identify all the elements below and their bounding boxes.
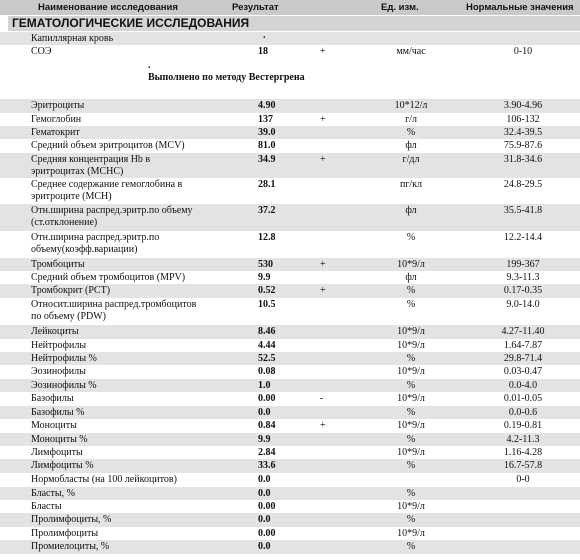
table-row bbox=[0, 365, 580, 379]
result-value: 33.6 bbox=[258, 460, 276, 471]
result-value: 0.0 bbox=[258, 541, 271, 552]
result-value: 530 bbox=[258, 259, 273, 270]
result-unit: 10*9/л bbox=[397, 393, 425, 404]
result-name: Отн.ширина распред.эритр.по объему(коэфф.вариации) bbox=[31, 232, 160, 255]
result-flag: + bbox=[320, 114, 326, 125]
result-norm: 16.7-57.8 bbox=[503, 460, 543, 471]
result-norm: 32.4-39.5 bbox=[503, 127, 543, 138]
result-name: Относит.ширина распред.тромбоцитов по объему (PDW) bbox=[31, 299, 197, 322]
soe-flag: + bbox=[320, 46, 326, 57]
result-unit: % bbox=[406, 460, 416, 471]
result-value: 39.0 bbox=[258, 127, 276, 138]
result-norm: 199-367 bbox=[506, 259, 540, 270]
result-value: 37.2 bbox=[258, 205, 276, 216]
result-value: 2.84 bbox=[258, 447, 276, 458]
table-row bbox=[0, 231, 580, 258]
result-norm: 0.01-0.05 bbox=[503, 393, 543, 404]
table-row bbox=[0, 473, 580, 487]
table-row bbox=[0, 513, 580, 527]
result-unit: % bbox=[406, 299, 416, 310]
result-value: 28.1 bbox=[258, 179, 276, 190]
result-unit: фл bbox=[405, 140, 417, 151]
header-unit: Ед. изм. bbox=[381, 2, 419, 13]
result-flag: + bbox=[320, 285, 326, 296]
table-row bbox=[0, 126, 580, 139]
table-row bbox=[0, 392, 580, 406]
result-norm: 75.9-87.6 bbox=[503, 140, 543, 151]
table-row bbox=[0, 284, 580, 298]
result-name: Средний объем эритроцитов (MCV) bbox=[31, 140, 185, 151]
result-unit: % bbox=[406, 127, 416, 138]
result-unit: 10*9/л bbox=[397, 340, 425, 351]
table-row bbox=[0, 446, 580, 459]
table-row bbox=[0, 540, 580, 554]
table-row bbox=[0, 527, 580, 540]
result-flag: + bbox=[320, 420, 326, 431]
result-name: Эозинофилы % bbox=[31, 380, 97, 391]
result-norm: 0.19-0.81 bbox=[503, 420, 543, 431]
result-unit: % bbox=[406, 232, 416, 243]
result-value: 34.9 bbox=[258, 154, 276, 165]
result-value: 0.00 bbox=[258, 393, 276, 404]
result-norm: 4.27-11.40 bbox=[501, 326, 545, 337]
table-row bbox=[0, 419, 580, 433]
result-name: Гемоглобин bbox=[31, 114, 82, 125]
table-row bbox=[0, 271, 580, 284]
result-unit: % bbox=[406, 407, 416, 418]
table-row bbox=[0, 406, 580, 419]
table-row bbox=[0, 339, 580, 352]
soe-row bbox=[0, 45, 580, 58]
table-row bbox=[0, 352, 580, 365]
result-norm: 9.3-11.3 bbox=[506, 272, 540, 283]
result-norm: 35.5-41.8 bbox=[503, 205, 543, 216]
result-unit: 10*9/л bbox=[397, 259, 425, 270]
result-value: 137 bbox=[258, 114, 273, 125]
result-unit: % bbox=[406, 488, 416, 499]
result-norm: 106-132 bbox=[506, 114, 540, 125]
table-row bbox=[0, 433, 580, 446]
table-row bbox=[0, 298, 580, 325]
header-name: Наименование исследования bbox=[38, 2, 178, 13]
result-name: Промиелоциты, % bbox=[31, 541, 110, 552]
soe-unit: мм/час bbox=[396, 46, 426, 57]
result-unit: 10*9/л bbox=[397, 326, 425, 337]
result-name: Базофилы % bbox=[31, 407, 85, 418]
result-unit: % bbox=[406, 541, 416, 552]
table-row bbox=[0, 500, 580, 513]
result-name: Гематокрит bbox=[31, 127, 80, 138]
method-note: Выполнено по методу Вестергрена bbox=[148, 72, 305, 83]
result-unit: 10*9/л bbox=[397, 420, 425, 431]
result-name: Средний объем тромбоцитов (MPV) bbox=[31, 272, 186, 283]
result-name: Пролимфоциты, % bbox=[31, 514, 112, 525]
capillary-mark: . bbox=[263, 30, 266, 41]
result-norm: 24.8-29.5 bbox=[503, 179, 543, 190]
table-row bbox=[0, 325, 580, 339]
result-unit: % bbox=[406, 434, 416, 445]
result-norm: 9.0-14.0 bbox=[506, 299, 540, 310]
result-unit: г/л bbox=[405, 114, 417, 125]
result-norm: 0.17-0.35 bbox=[503, 285, 543, 296]
table-row bbox=[0, 379, 580, 392]
result-unit: 10*9/л bbox=[397, 501, 425, 512]
table-row bbox=[0, 139, 580, 153]
section-title: ГЕМАТОЛОГИЧЕСКИЕ ИССЛЕДОВАНИЯ bbox=[8, 16, 580, 31]
result-name: Лейкоциты bbox=[31, 326, 79, 337]
result-value: 52.5 bbox=[258, 353, 276, 364]
result-unit: % bbox=[406, 514, 416, 525]
result-name: Отн.ширина распред.эритр.по объему (ст.отклонение) bbox=[31, 205, 193, 228]
result-value: 8.46 bbox=[258, 326, 276, 337]
result-name: Нормобласты (на 100 лейкоцитов) bbox=[31, 474, 177, 485]
result-name: Моноциты bbox=[31, 420, 77, 431]
result-norm: 0.03-0.47 bbox=[503, 366, 543, 377]
result-unit: г/дл bbox=[402, 154, 420, 165]
result-unit: фл bbox=[405, 205, 417, 216]
result-value: 0.0 bbox=[258, 488, 271, 499]
result-name: Пролимфоциты bbox=[31, 528, 99, 539]
result-name: Нейтрофилы bbox=[31, 340, 87, 351]
result-norm: 12.2-14.4 bbox=[503, 232, 543, 243]
result-name: Бласты, % bbox=[31, 488, 75, 499]
result-value: 0.52 bbox=[258, 285, 276, 296]
result-value: 81.0 bbox=[258, 140, 276, 151]
result-unit: 10*9/л bbox=[397, 528, 425, 539]
result-unit: пг/кл bbox=[399, 179, 423, 190]
table-header bbox=[0, 0, 580, 15]
table-row bbox=[0, 258, 580, 271]
result-unit: % bbox=[406, 353, 416, 364]
result-unit: % bbox=[406, 380, 416, 391]
result-value: 0.0 bbox=[258, 514, 271, 525]
header-norm: Нормальные значения bbox=[466, 2, 574, 13]
result-value: 0.0 bbox=[258, 474, 271, 485]
result-value: 10.5 bbox=[258, 299, 276, 310]
result-value: 4.44 bbox=[258, 340, 276, 351]
soe-name: СОЭ bbox=[31, 46, 52, 57]
soe-value: 18 bbox=[258, 46, 268, 57]
result-name: Эритроциты bbox=[31, 100, 85, 111]
result-norm: 3.90-4.96 bbox=[503, 100, 543, 111]
result-name: Нейтрофилы % bbox=[31, 353, 97, 364]
result-flag: - bbox=[320, 393, 324, 404]
result-flag: + bbox=[320, 259, 326, 270]
result-name: Моноциты % bbox=[31, 434, 88, 445]
table-row bbox=[0, 487, 580, 500]
table-row bbox=[0, 153, 580, 178]
soe-norm: 0-10 bbox=[513, 46, 533, 57]
result-value: 4.90 bbox=[258, 100, 276, 111]
result-value: 9.9 bbox=[258, 272, 271, 283]
result-value: 0.84 bbox=[258, 420, 276, 431]
result-unit: 10*9/л bbox=[397, 366, 425, 377]
result-unit: фл bbox=[405, 272, 417, 283]
result-unit: 10*9/л bbox=[397, 447, 425, 458]
result-norm: 1.16-4.28 bbox=[503, 447, 543, 458]
result-norm: 0.0-4.0 bbox=[508, 380, 538, 391]
header-result: Результат bbox=[232, 2, 279, 13]
result-name: Тромбоциты bbox=[31, 259, 85, 270]
result-name: Средняя концентрация Hb в эритроцитах (MCHC) bbox=[31, 154, 151, 177]
result-unit: 10*12/л bbox=[394, 100, 428, 111]
result-value: 1.0 bbox=[258, 380, 271, 391]
result-norm: 31.8-34.6 bbox=[503, 154, 543, 165]
result-norm: 4.2-11.3 bbox=[506, 434, 540, 445]
result-unit: % bbox=[406, 285, 416, 296]
result-value: 9.9 bbox=[258, 434, 271, 445]
table-row bbox=[0, 178, 580, 204]
table-row bbox=[0, 204, 580, 231]
result-value: 12.8 bbox=[258, 232, 276, 243]
result-value: 0.0 bbox=[258, 407, 271, 418]
result-name: Базофилы bbox=[31, 393, 74, 404]
table-row bbox=[0, 459, 580, 473]
result-norm: 1.64-7.87 bbox=[503, 340, 543, 351]
result-flag: + bbox=[320, 154, 326, 165]
table-row bbox=[0, 99, 580, 113]
result-name: Среднее содержание гемоглобина в эритроците (MCH) bbox=[31, 179, 183, 202]
capillary-row bbox=[0, 32, 580, 45]
result-norm: 0-0 bbox=[516, 474, 530, 485]
table-row bbox=[0, 113, 580, 126]
result-name: Тромбокрит (PCT) bbox=[31, 285, 111, 296]
result-name: Лимфоциты bbox=[31, 447, 83, 458]
result-norm: 29.8-71.4 bbox=[503, 353, 543, 364]
result-name: Эозинофилы bbox=[31, 366, 86, 377]
capillary-label: Капиллярная кровь bbox=[31, 33, 114, 44]
result-name: Бласты bbox=[31, 501, 62, 512]
result-value: 0.08 bbox=[258, 366, 276, 377]
method-mark: . bbox=[148, 60, 151, 71]
result-value: 0.00 bbox=[258, 501, 276, 512]
result-name: Лимфоциты % bbox=[31, 460, 94, 471]
result-norm: 0.0-0.6 bbox=[508, 407, 538, 418]
result-value: 0.00 bbox=[258, 528, 276, 539]
